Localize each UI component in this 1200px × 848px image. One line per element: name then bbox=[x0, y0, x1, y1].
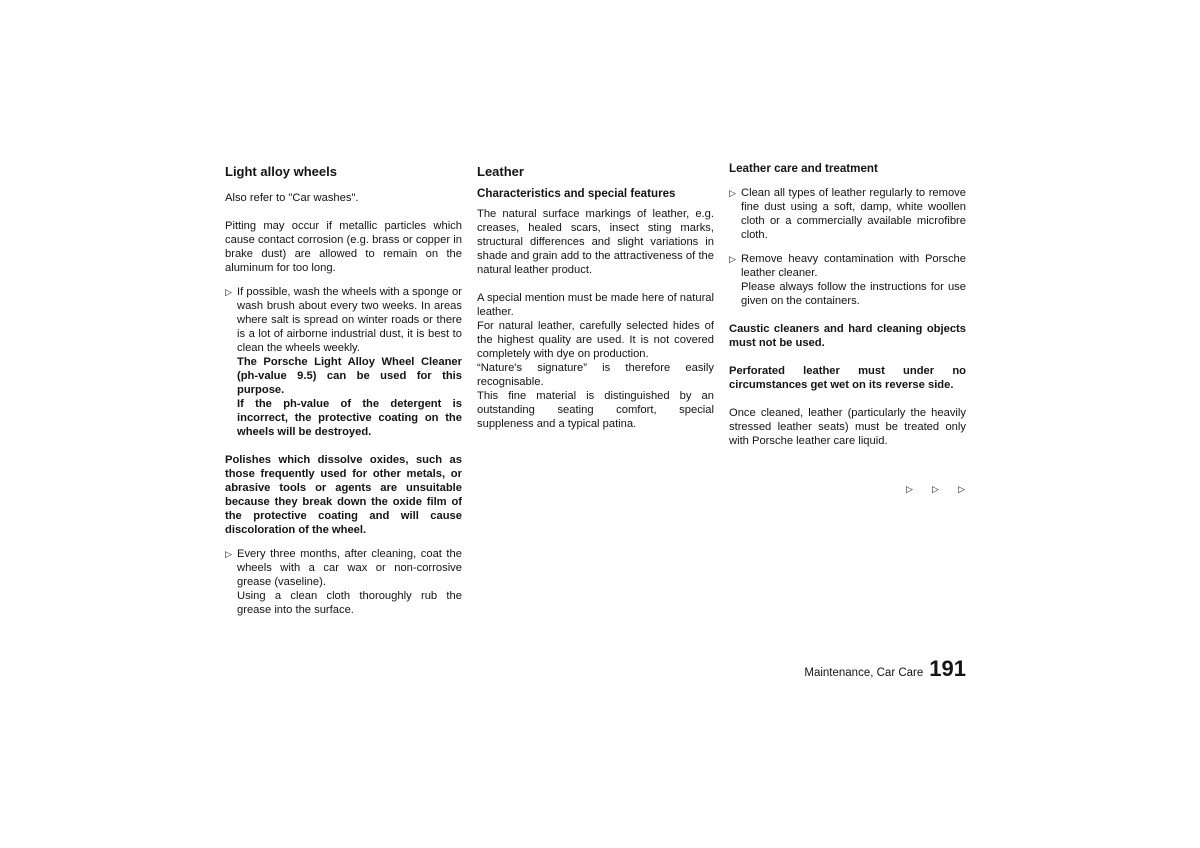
warning-perforated-leather: Perforated leather must under no circumstances get wet on its reverse side. bbox=[729, 365, 966, 391]
paragraph-natural-leather: For natural leather, carefully selected hides of the highest quality are used. It is not covered completely with dye on production. bbox=[477, 320, 714, 360]
page-footer bbox=[804, 656, 966, 681]
bullet-arrow-icon: ▷ bbox=[729, 188, 736, 198]
bullet-text: Clean all types of leather regularly to remove fine dust using a soft, damp, white woollen cloth or a commercially available microfibre cloth. bbox=[741, 187, 966, 241]
continue-arrow-icon: ▷ bbox=[958, 484, 965, 494]
paragraph-nature-signature: “Nature's signature” is therefore easily recognisable. bbox=[477, 362, 714, 388]
bullet-text: Please always follow the instructions for use given on the containers. bbox=[741, 281, 966, 307]
bullet-text: Using a clean cloth thoroughly rub the grease into the surface. bbox=[237, 590, 462, 616]
warning-paragraph: Polishes which dissolve oxides, such as those frequently used for other metals, or abrasive tools or agents are unsuitable because they break down the oxide film of the protective coating and will cause discoloration of the wheel. bbox=[225, 454, 462, 536]
bullet-item-remove-contamination bbox=[729, 252, 966, 308]
bullet-arrow-icon: ▷ bbox=[729, 254, 736, 264]
warning-caustic-cleaners: Caustic cleaners and hard cleaning objects must not be used. bbox=[729, 323, 966, 349]
bullet-text: Every three months, after cleaning, coat the wheels with a car wax or non-corrosive grease (vaseline). bbox=[237, 548, 462, 588]
continue-arrow-icon: ▷ bbox=[906, 484, 913, 494]
paragraph-surface-markings: The natural surface markings of leather, e.g. creases, healed scars, insect sting marks, structural differences and slight variations in shade and grain add to the attractiveness of the natural leather product. bbox=[477, 208, 714, 276]
paragraph-fine-material: This fine material is distinguished by an outstanding seating comfort, special suppleness and a typical patina. bbox=[477, 390, 714, 430]
section-heading: Light alloy wheels bbox=[225, 164, 337, 179]
bullet-text: Remove heavy contamination with Porsche leather cleaner. bbox=[741, 253, 966, 279]
section-heading: Leather bbox=[477, 164, 524, 179]
paragraph-pitting: Pitting may occur if metallic particles which cause contact corrosion (e.g. brass or copper in brake dust) are allowed to remain on the aluminum for too long. bbox=[225, 220, 462, 274]
bullet-arrow-icon: ▷ bbox=[225, 287, 232, 297]
paragraph-special-mention: A special mention must be made here of natural leather. bbox=[477, 292, 714, 318]
bullet-bold-text: If the ph-value of the detergent is incorrect, the protective coating on the wheels will be destroyed. bbox=[237, 398, 462, 438]
page-number: 191 bbox=[929, 656, 966, 681]
bullet-item-clean-leather bbox=[729, 186, 966, 242]
column-leather bbox=[477, 163, 714, 431]
continue-arrow-icon: ▷ bbox=[932, 484, 939, 494]
footer-section-label: Maintenance, Car Care bbox=[804, 667, 924, 679]
subsection-heading: Characteristics and special features bbox=[477, 187, 676, 200]
continuation-marks bbox=[906, 482, 984, 496]
column-light-alloy-wheels bbox=[225, 163, 462, 617]
bullet-item-wash-wheels bbox=[225, 285, 462, 439]
subsection-heading: Leather care and treatment bbox=[729, 162, 878, 175]
paragraph-leather-care-liquid: Once cleaned, leather (particularly the heavily stressed leather seats) must be treated only with Porsche leather care liquid. bbox=[729, 407, 966, 447]
column-leather-care bbox=[729, 162, 966, 448]
bullet-bold-text: The Porsche Light Alloy Wheel Cleaner (ph-value 9.5) can be used for this purpose. bbox=[237, 356, 462, 396]
bullet-item-coat-wheels bbox=[225, 547, 462, 617]
paragraph-refer: Also refer to "Car washes". bbox=[225, 192, 359, 204]
bullet-text: If possible, wash the wheels with a sponge or wash brush about every two weeks. In areas where salt is spread on winter roads or there is a lot of airborne industrial dust, it is best to clean the wheels weekly. bbox=[237, 286, 462, 354]
bullet-arrow-icon: ▷ bbox=[225, 549, 232, 559]
